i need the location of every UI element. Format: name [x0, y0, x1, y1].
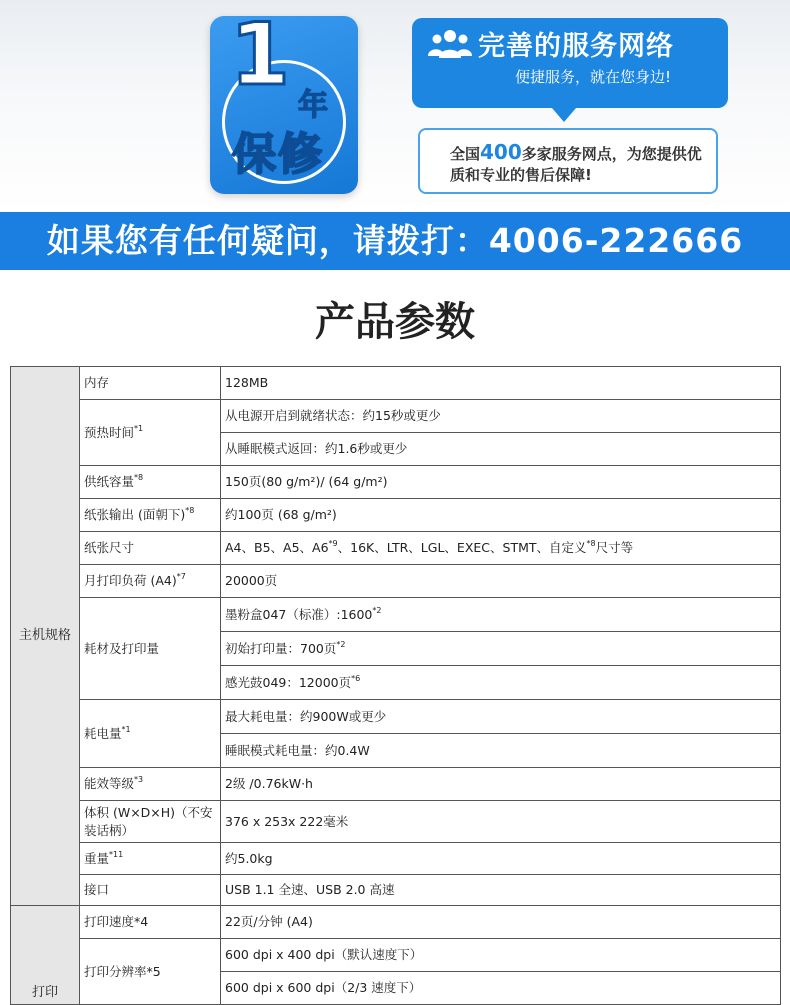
spec-value: 128MB: [221, 367, 781, 400]
spec-value-part: 初始打印量：700页: [225, 640, 337, 656]
spec-value: 22页/分钟 (A4): [221, 906, 781, 939]
table-row: [11, 843, 781, 875]
network-text: [450, 142, 710, 186]
spec-key: [80, 499, 221, 532]
spec-value: [221, 666, 781, 700]
spec-value: 376 x 253x 222毫米: [221, 801, 781, 843]
spec-key-text: 耗电量: [84, 725, 122, 741]
spec-value: 睡眠模式耗电量：约0.4W: [221, 734, 781, 768]
table-row: [11, 801, 781, 843]
badge-number: 1: [230, 5, 290, 105]
spec-key: [80, 768, 221, 801]
footnote: *7: [176, 572, 186, 581]
category-main-spec: 主机规格: [11, 367, 80, 906]
table-row: [11, 906, 781, 939]
spec-key: [80, 843, 221, 875]
spec-value-part: 感光鼓049：12000页: [225, 674, 352, 690]
table-row: [11, 700, 781, 734]
hotline-bar: [0, 212, 790, 270]
table-row: [11, 768, 781, 801]
table-row: [11, 367, 781, 400]
spec-key: [80, 466, 221, 499]
spec-value: 20000页: [221, 565, 781, 598]
spec-value: 从电源开启到就绪状态：约15秒或更少: [221, 400, 781, 433]
table-row: [11, 466, 781, 499]
network-prefix: 全国: [450, 145, 481, 163]
spec-value: 600 dpi x 400 dpi（默认速度下）: [221, 939, 781, 972]
footnote: *2: [336, 639, 346, 649]
category-print: 打印: [11, 906, 80, 1005]
service-banner: [0, 0, 790, 212]
spec-key-text: 纸张输出 (面朝下): [84, 507, 186, 522]
service-title: 完善的服务网络: [478, 31, 674, 62]
spec-key-text: 供纸容量: [84, 474, 135, 489]
badge-year: 年: [298, 88, 328, 123]
table-row: [11, 939, 781, 972]
network-suffix: 多家服务网点，为您提供优质和专业的售后保障!: [450, 145, 702, 184]
footnote: *9: [328, 539, 338, 548]
spec-key-text: 重量: [84, 850, 110, 866]
network-callout: [418, 128, 718, 194]
table-row: [11, 875, 781, 906]
footnote: *1: [121, 724, 131, 734]
footnote: *2: [372, 605, 382, 615]
spec-key-text: 月打印负荷 (A4): [84, 573, 177, 588]
footnote: *8: [185, 506, 195, 515]
spec-value: USB 1.1 全速、USB 2.0 高速: [221, 875, 781, 906]
hotline-text: 如果您有任何疑问，请拨打：4006-222666: [46, 221, 744, 260]
footnote: *3: [134, 775, 144, 784]
table-row: [11, 598, 781, 632]
spec-value-part: 墨粉盒047（标准）:1600: [225, 606, 373, 622]
spec-key: 纸张尺寸: [80, 532, 221, 565]
spec-value-part: A4、B5、A5、A6: [225, 540, 329, 555]
spec-key: [80, 700, 221, 768]
people-icon: [428, 28, 472, 58]
spec-value-part: 尺寸等: [595, 540, 634, 555]
spec-key: [80, 565, 221, 598]
footnote: *8: [134, 473, 144, 482]
spec-value: 从睡眠模式返回：约1.6秒或更少: [221, 433, 781, 466]
spec-value: 约5.0kg: [221, 843, 781, 875]
spec-value: 150页(80 g/m²)/ (64 g/m²): [221, 466, 781, 499]
spec-key: 内存: [80, 367, 221, 400]
spec-value: 600 dpi x 600 dpi（2/3 速度下）: [221, 972, 781, 1005]
spec-key: 耗材及打印量: [80, 598, 221, 700]
spec-value: 最大耗电量：约900W或更少: [221, 700, 781, 734]
spec-value: 约100页 (68 g/m²): [221, 499, 781, 532]
page-title: 产品参数: [315, 299, 475, 345]
spec-value: [221, 632, 781, 666]
table-row: [11, 400, 781, 433]
spec-table: [10, 366, 781, 1005]
network-highlight: 400: [480, 140, 522, 164]
table-row: [11, 565, 781, 598]
spec-key-text: 预热时间: [84, 424, 135, 440]
warranty-badge: [210, 5, 358, 194]
spec-value: [221, 532, 781, 565]
footnote: *8: [586, 539, 596, 548]
table-row: [11, 499, 781, 532]
footnote: *11: [109, 849, 124, 859]
spec-value-part: 、16K、LTR、LGL、EXEC、STMT、自定义: [337, 540, 587, 555]
table-row: [11, 532, 781, 565]
spec-value: [221, 598, 781, 632]
spec-key: 体积 (W×D×H)（不安装话柄）: [80, 801, 221, 843]
footnote: *6: [351, 673, 361, 683]
service-callout: [412, 18, 728, 108]
footnote: *1: [134, 423, 144, 433]
service-subtitle: 便捷服务，就在您身边!: [514, 68, 671, 86]
spec-key: 打印分辨率*5: [80, 939, 221, 1005]
spec-key: [80, 400, 221, 466]
spec-key-text: 能效等级: [84, 776, 135, 791]
spec-value: 2级 /0.76kW·h: [221, 768, 781, 801]
spec-key: 接口: [80, 875, 221, 906]
spec-key: 打印速度*4: [80, 906, 221, 939]
badge-warranty-text: 保修: [232, 129, 324, 180]
